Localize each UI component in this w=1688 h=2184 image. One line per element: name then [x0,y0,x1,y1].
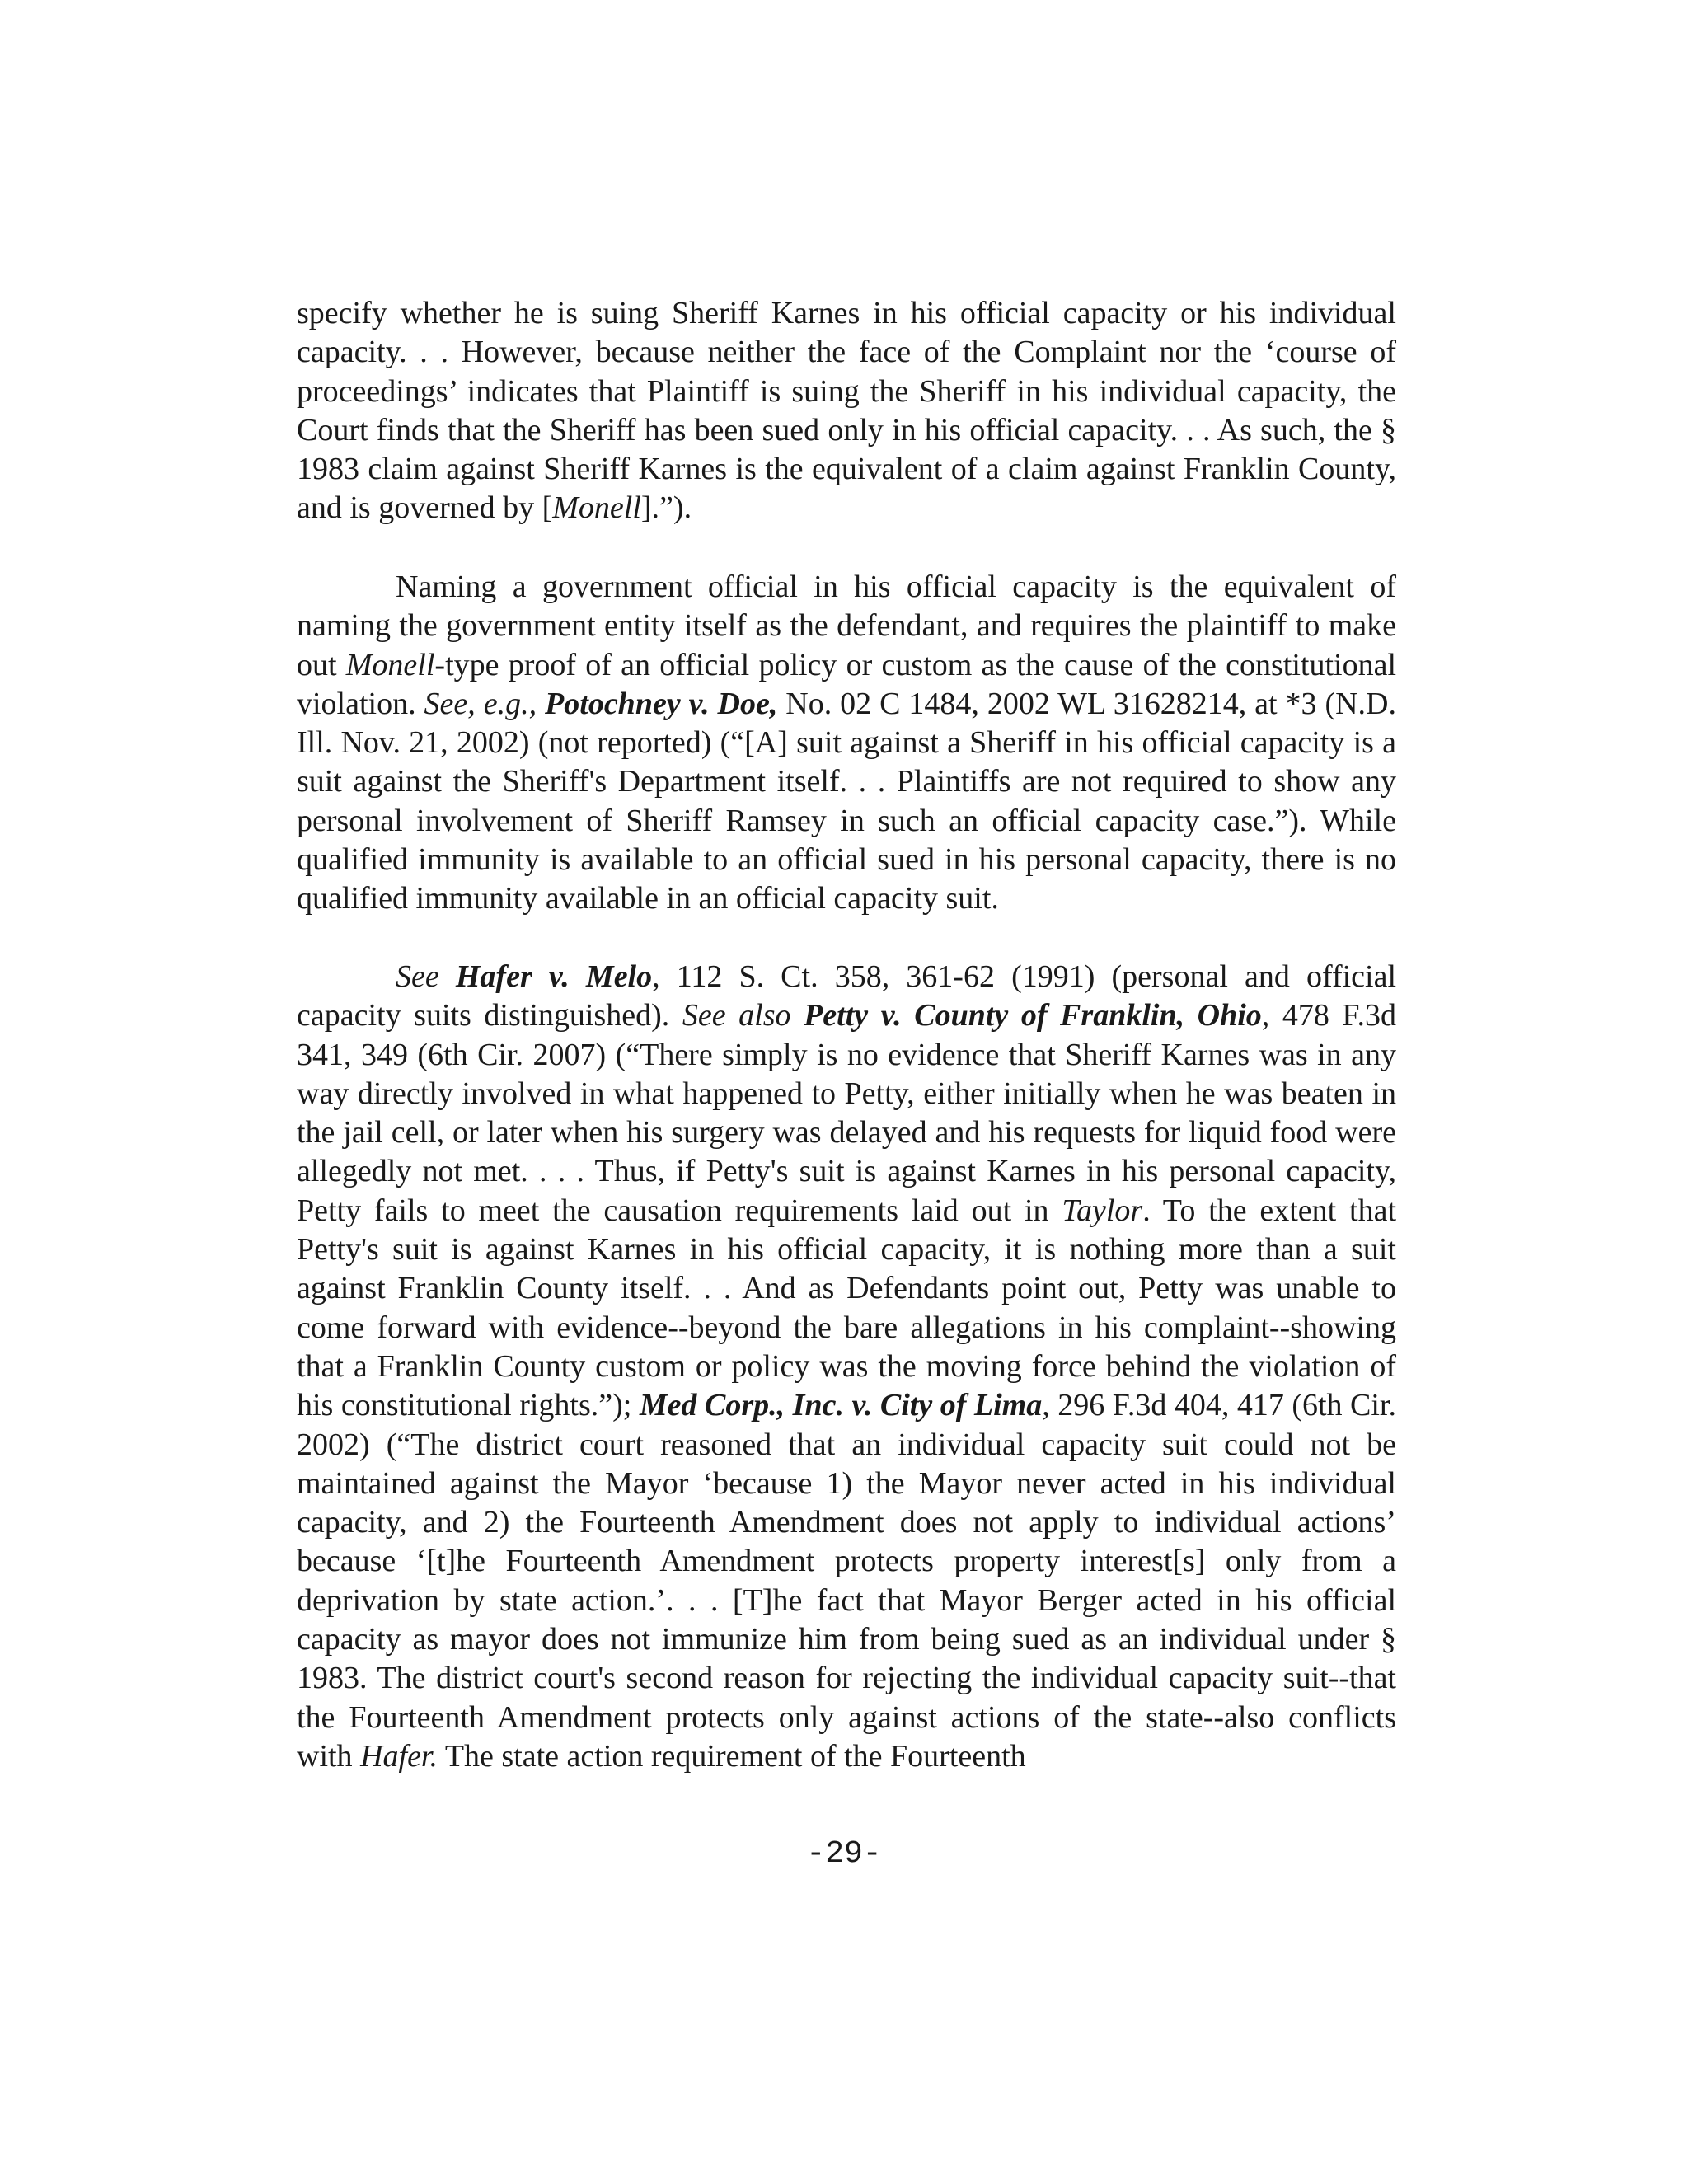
text-segment [439,959,456,994]
page-number: -29- [806,1836,882,1872]
case-name-italic: Monell [552,490,641,526]
signal-italic: See, e.g., [424,686,537,721]
text-segment: Naming a government official in his official capacity is the equivalent of naming the government entity itself as the defendant, and requires the plaintiff to make out [297,569,1396,682]
paragraph-1 [297,294,1396,528]
paragraph-1-text [297,294,1396,528]
paragraph-2 [297,568,1396,919]
case-name-italic: Hafer. [360,1738,438,1774]
text-segment: , 478 F.3d 341, 349 (6th Cir. 2007) (“There simply is no evidence that Sheriff Karnes was in any way directly involved in what happened to Petty, either initially when he was beaten in the jail cell, or later when his surgery was delayed and his requests for liquid food were allegedly not met. . . . Thus, if Petty's suit is against Karnes in his personal capacity, Petty fails to meet the causation requirements laid out in [297,998,1397,1228]
text-segment: . To the extent that Petty's suit is against Karnes in his official capacity, it is nothing more than a suit against Franklin County itself. . . And as Defendants point out, Petty was unable to come forward with evidence--beyond the bare allegations in his complaint--showing that a Franklin County custom or policy was the moving force behind the violation of his constitutional rights.”); [297,1193,1397,1423]
text-segment: specify whether he is suing Sheriff Karnes in his official capacity or his individual capacity. . . However, because neither the face of the Complaint nor the ‘course of proceedings’ indicates that Plaintiff is suing the Sheriff in his individual capacity, the Court finds that the Sheriff has been sued only in his official capacity. . . As such, the § 1983 claim against Sheriff Karnes is the equivalent of a claim against Franklin County, and is governed by [ [297,296,1396,526]
signal-italic: See [396,959,439,994]
case-name-italic: Taylor [1062,1193,1143,1228]
text-segment: , 112 S. Ct. 358, 361-62 (1991) (personal and official capacity suits distinguished). [297,959,1397,1033]
signal-italic: See also [682,998,791,1033]
text-segment [537,687,545,721]
case-name-italic: Monell [345,647,435,682]
text-segment: The state action requirement of the Fourteenth [438,1738,1026,1774]
text-segment [790,998,804,1033]
text-segment: No. 02 C 1484, 2002 WL 31628214, at *3 (N.D. Ill. Nov. 21, 2002) (not reported) (“[A] suit against a Sheriff in his official capacity is a suit against the Sheriff's Department itself. . . Plaintiffs are not required to show any personal involvement of Sheriff Ramsey in such an official capacity case.”). While qualified immunity is available to an official sued in his personal capacity, there is no qualified immunity available in an official capacity suit. [297,686,1397,916]
case-citation-bold: Med Corp., Inc. v. City of Lima [639,1388,1043,1423]
paragraph-3 [297,958,1396,1776]
case-citation-bold: Petty v. County of Franklin, Ohio [804,998,1262,1033]
paragraph-2-text [297,568,1396,919]
paragraph-3-text [297,958,1396,1776]
case-citation-bold: Hafer v. Melo [455,959,653,994]
text-segment: , 296 F.3d 404, 417 (6th Cir. 2002) (“The district court reasoned that an individual capacity suit could not be maintained against the Mayor ‘because 1) the Mayor never acted in his individual capacity, and 2) the Fourteenth Amendment does not apply to individual actions’ because ‘[t]he Fourteenth Amendment protects property interest[s] only from a deprivation by state action.’. . . [T]he fact that Mayor Berger acted in his official capacity as mayor does not immunize him from being sued as an individual under § 1983. The district court's second reason for rejecting the individual capacity suit--that the Fourteenth Amendment protects only against actions of the state--also conflicts with [297,1388,1396,1774]
case-citation-bold: Potochney v. Doe, [545,686,778,721]
text-segment: -type proof of an official policy or custom as the cause of the constitutional violation. [297,647,1397,721]
text-segment: ].”). [640,490,692,526]
